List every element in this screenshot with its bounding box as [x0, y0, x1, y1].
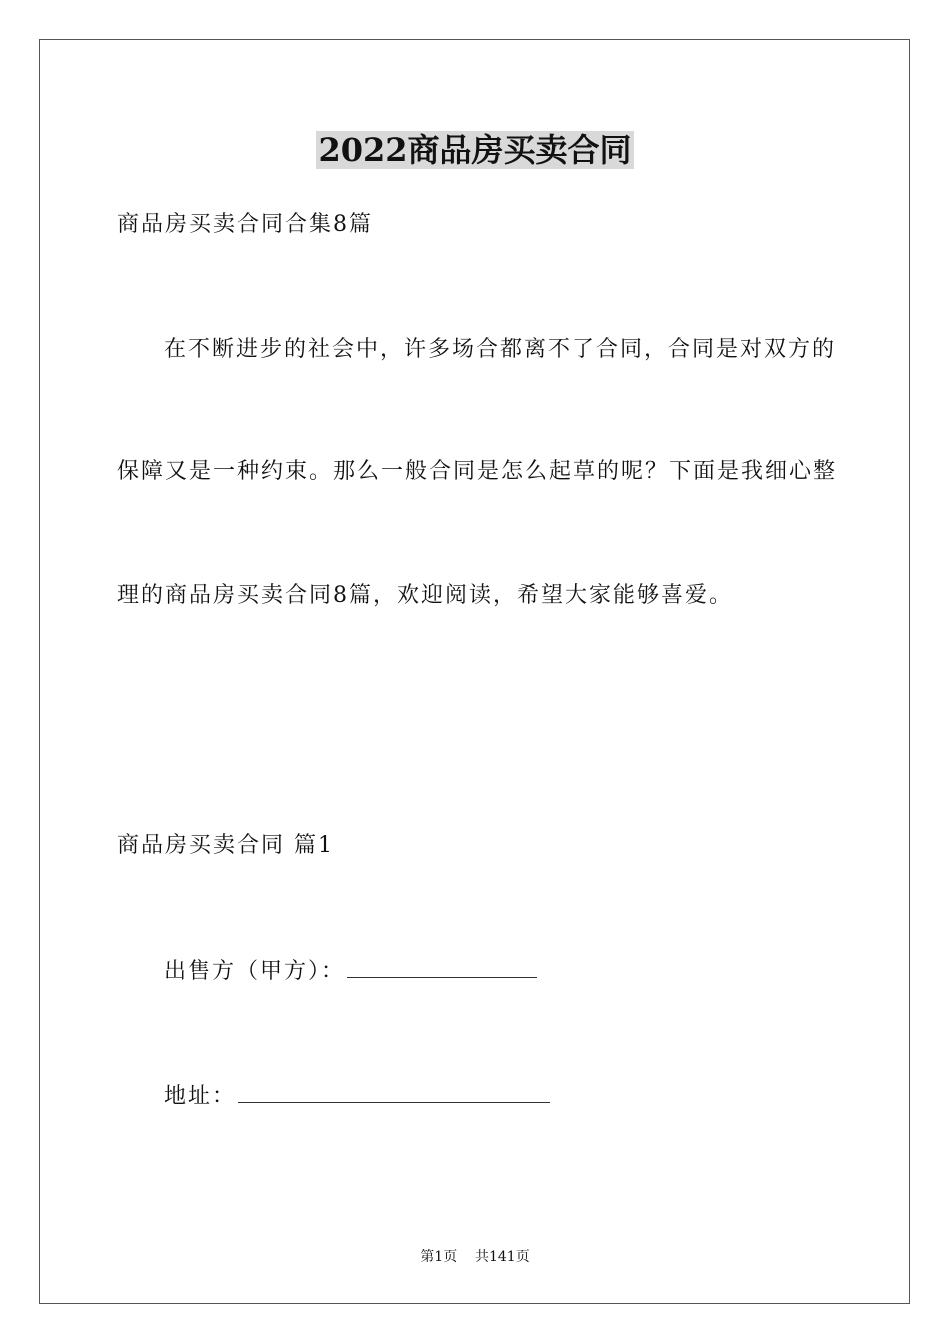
field-address-blank[interactable]	[238, 1080, 550, 1103]
field-seller-blank[interactable]	[347, 955, 537, 978]
intro-line-3: 理的商品房买卖合同8篇，欢迎阅读，希望大家能够喜爱。	[117, 583, 733, 608]
document-title	[0, 128, 950, 172]
document-title-text: 2022商品房买卖合同	[318, 131, 632, 169]
page-footer: 第1页 共141页	[420, 1249, 530, 1265]
field-seller-label: 出售方（甲方）：	[164, 959, 346, 984]
field-address-label: 地址：	[164, 1084, 237, 1109]
field-seller	[164, 955, 537, 987]
intro-line-1: 在不断进步的社会中，许多场合都离不了合同，合同是对双方的	[164, 337, 837, 362]
field-address	[164, 1080, 550, 1112]
section-heading: 商品房买卖合同 篇1	[117, 833, 334, 858]
document-subtitle: 商品房买卖合同合集8篇	[117, 212, 373, 237]
intro-line-2: 保障又是一种约束。那么一般合同是怎么起草的呢？下面是我细心整	[117, 459, 838, 484]
